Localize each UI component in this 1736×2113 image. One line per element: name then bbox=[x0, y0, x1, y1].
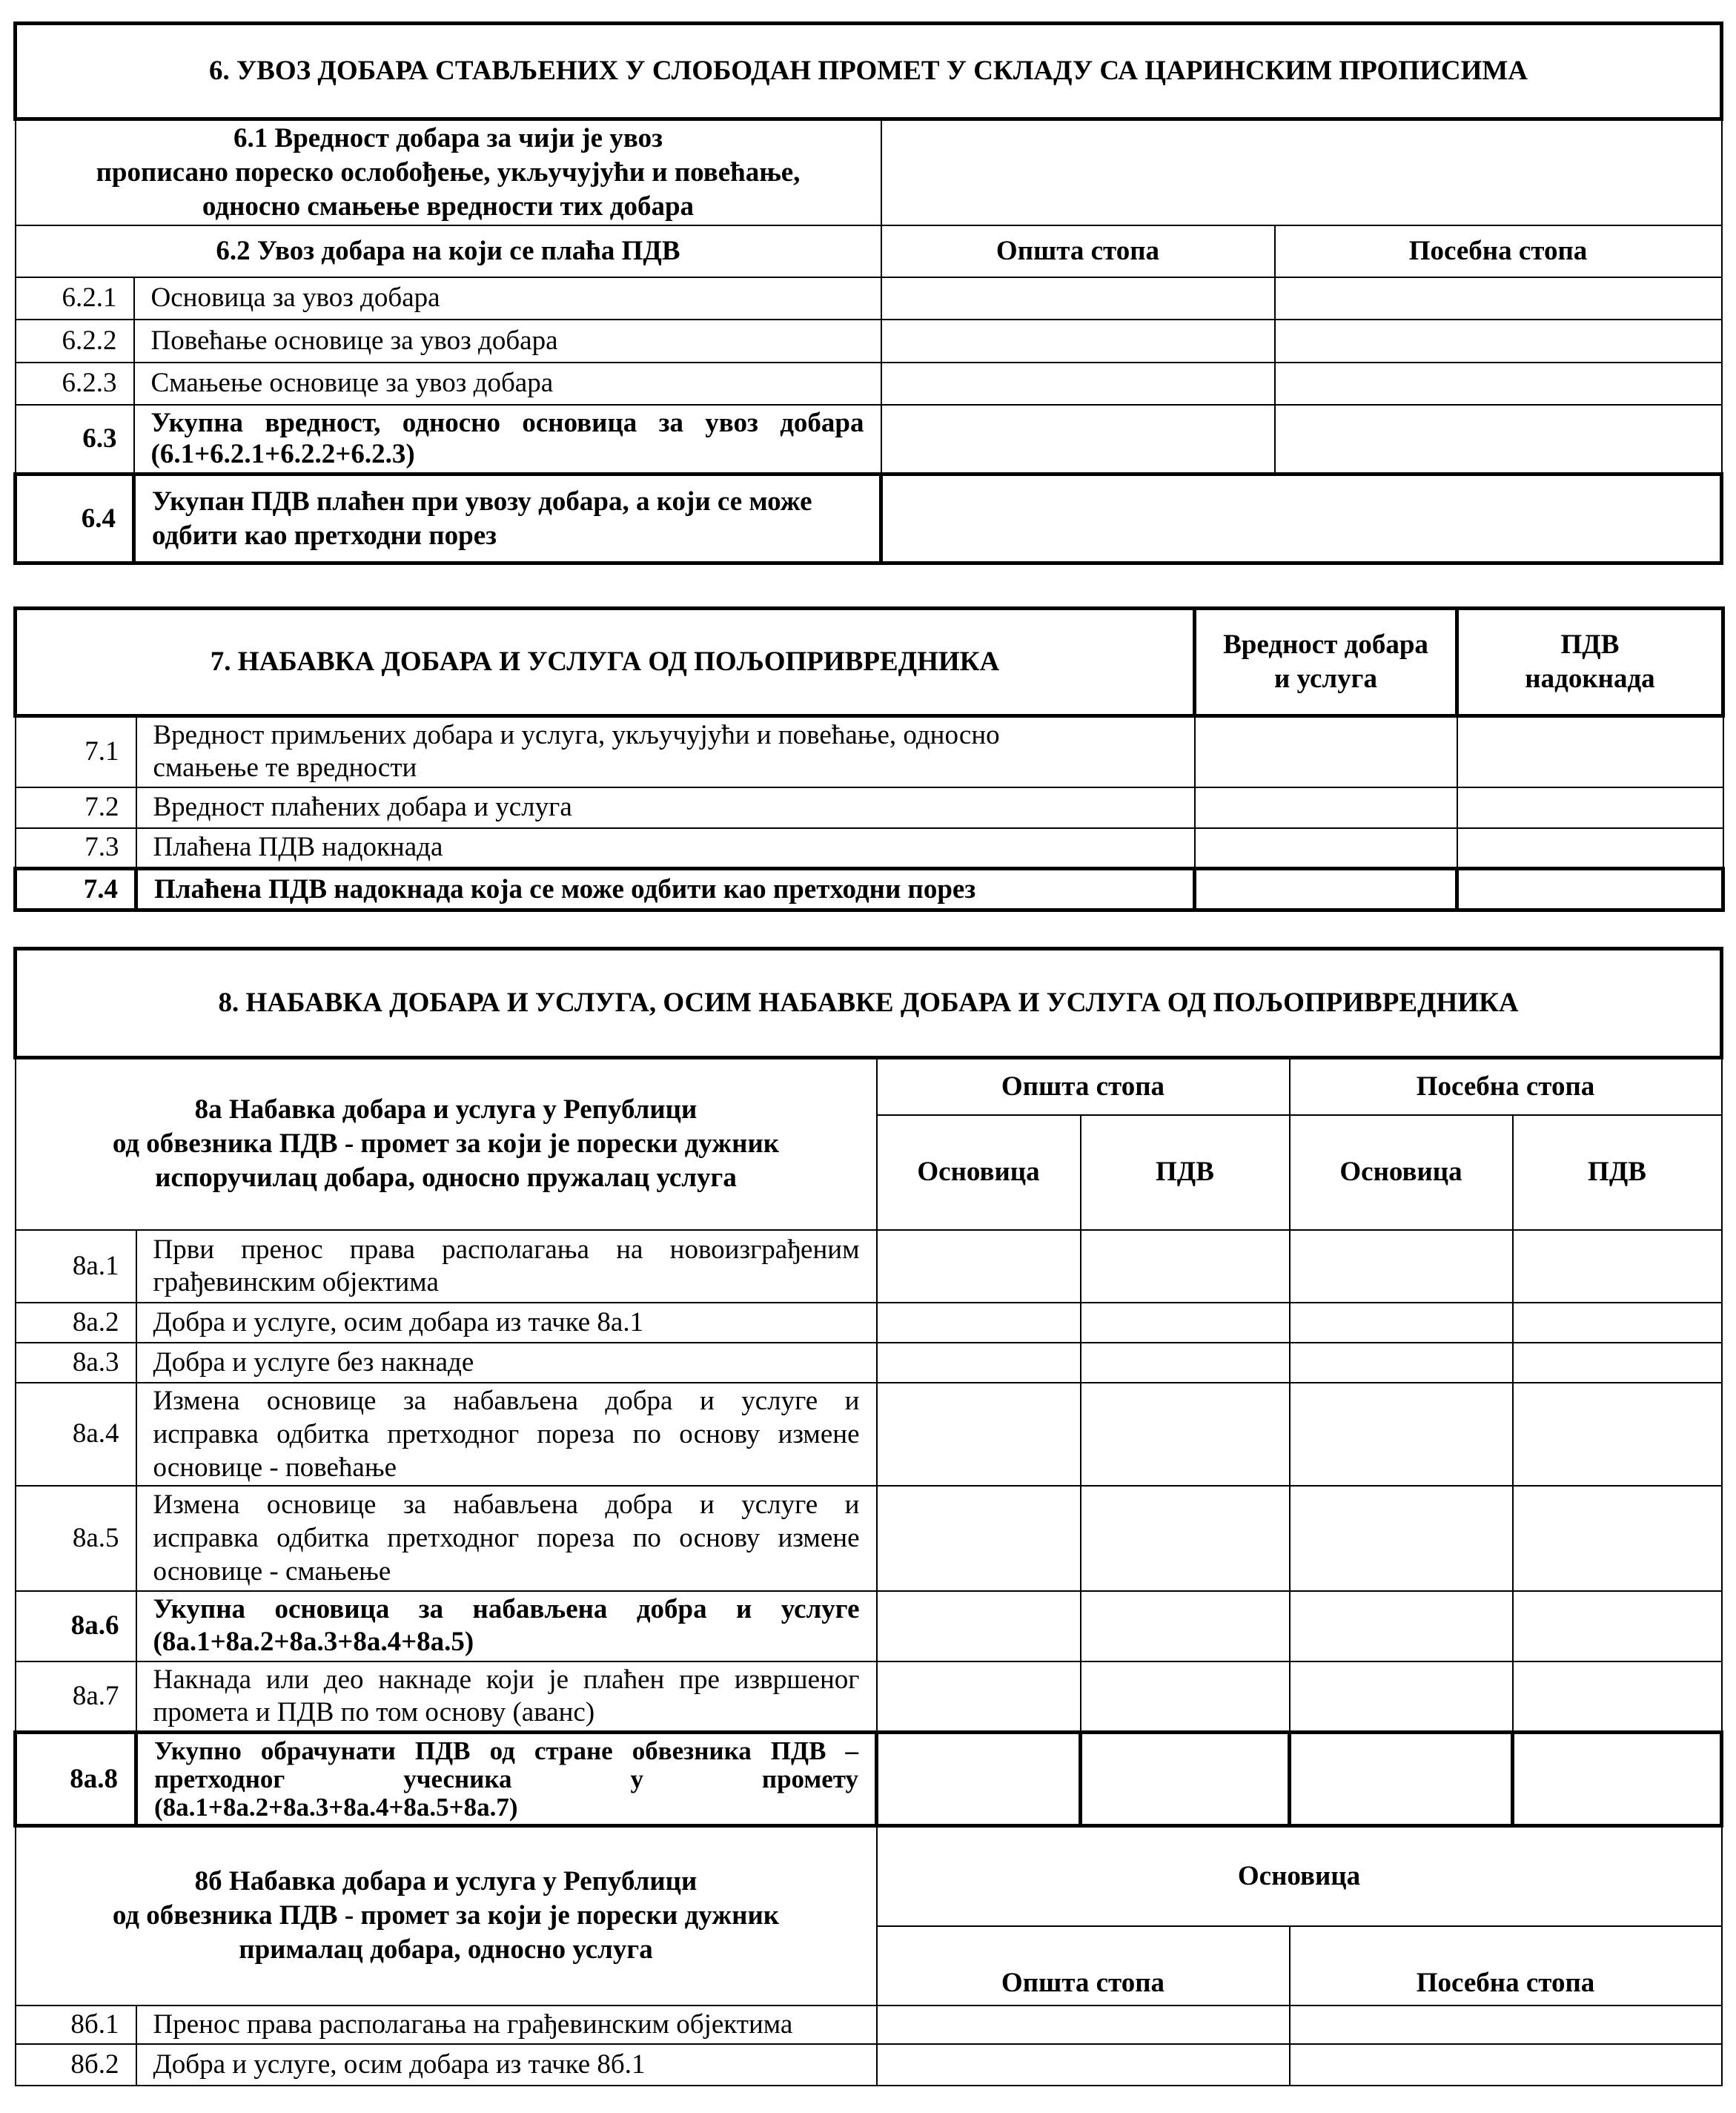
row-8a-1-line2: грађевинским објектима bbox=[153, 1266, 439, 1297]
row-7-1-line1: Вредност примљених добара и услуга, укључујући и повећање, односно bbox=[153, 720, 1000, 751]
row-8a-4-cell-4[interactable] bbox=[1513, 1383, 1722, 1486]
section-6-title: 6. УВОЗ ДОБАРА СТАВЉЕНИХ У СЛОБОДАН ПРОМЕТ У СКЛАДУ СА ЦАРИНСКИМ ПРОПИСИМА bbox=[16, 24, 1722, 119]
row-8a-2-cell-1[interactable] bbox=[877, 1303, 1081, 1343]
row-6-3-line2: (6.1+6.2.1+6.2.2+6.2.3) bbox=[150, 438, 415, 469]
col-value-line2: и услуга bbox=[1274, 664, 1377, 694]
row-8a-2-number: 8а.2 bbox=[16, 1303, 136, 1343]
row-8a-8-number: 8а.8 bbox=[16, 1733, 136, 1826]
row-8a-3-label: Добра и услуге без накнаде bbox=[136, 1343, 877, 1383]
row-8a-7-cell-4[interactable] bbox=[1513, 1661, 1722, 1733]
col-value-line1: Вредност добара bbox=[1223, 629, 1428, 660]
row-8a-2-label: Добра и услуге, осим добара из тачке 8а.1 bbox=[136, 1303, 877, 1343]
row-6-4-value-cell[interactable] bbox=[881, 474, 1722, 563]
row-6-2-3-general-cell[interactable] bbox=[881, 363, 1275, 405]
col-value-header bbox=[1195, 609, 1457, 716]
col-general-rate-header: Општа стопа bbox=[881, 225, 1275, 277]
row-6-3-general-cell[interactable] bbox=[881, 405, 1275, 474]
row-8a-5-cell-4[interactable] bbox=[1513, 1486, 1722, 1591]
col-8b-general-header: Општа стопа bbox=[877, 1926, 1290, 2005]
row-7-2-vat-cell[interactable] bbox=[1457, 787, 1723, 828]
row-8a-1-cell-1[interactable] bbox=[877, 1230, 1081, 1303]
row-7-1-number: 7.1 bbox=[16, 716, 136, 787]
row-8a-1-cell-4[interactable] bbox=[1513, 1230, 1722, 1303]
row-7-1-line2: смањење те вредности bbox=[153, 753, 417, 784]
row-8b-2-number: 8б.2 bbox=[16, 2044, 136, 2086]
row-6-3-label bbox=[134, 405, 881, 474]
row-8a-6-number: 8а.6 bbox=[16, 1591, 136, 1661]
row-8a-8-cell-1[interactable] bbox=[877, 1733, 1081, 1826]
row-7-4-number: 7.4 bbox=[16, 869, 136, 910]
row-7-4-label: Плаћена ПДВ надокнада која се може одбити као претходни порез bbox=[136, 869, 1195, 910]
row-6-3-special-cell[interactable] bbox=[1275, 405, 1722, 474]
row-6-3-number: 6.3 bbox=[16, 405, 134, 474]
row-8a-4-line1: Измена основице за набављена добра и услуге и bbox=[153, 1385, 860, 1416]
row-6-2-1-special-cell[interactable] bbox=[1275, 277, 1722, 320]
row-8b-1-number: 8б.1 bbox=[16, 2005, 136, 2044]
row-8a-7-number: 8а.7 bbox=[16, 1661, 136, 1733]
row-7-3-vat-cell[interactable] bbox=[1457, 828, 1723, 869]
row-8a-6-cell-4[interactable] bbox=[1513, 1591, 1722, 1661]
row-6-2-2-special-cell[interactable] bbox=[1275, 320, 1722, 363]
row-8a-3-cell-1[interactable] bbox=[877, 1343, 1081, 1383]
row-8a-8-cell-4[interactable] bbox=[1513, 1733, 1722, 1826]
section-8-title: 8. НАБАВКА ДОБАРА И УСЛУГА, ОСИМ НАБАВКЕ ДОБАРА И УСЛУГА ОД ПОЉОПРИВРЕДНИКА bbox=[16, 949, 1722, 1058]
row-8a-4-cell-1[interactable] bbox=[877, 1383, 1081, 1486]
row-6-1-label bbox=[16, 119, 881, 225]
section-6-table bbox=[13, 22, 1723, 565]
row-8a-1-line1: Први пренос права располагања на новоизграђеним bbox=[153, 1234, 860, 1265]
row-8a-5-line3: основице - смањење bbox=[153, 1556, 391, 1587]
row-8a-5-cell-3[interactable] bbox=[1290, 1486, 1513, 1591]
col-vat-line2: надокнада bbox=[1525, 664, 1655, 694]
row-6-2-label: 6.2 Увоз добара на који се плаћа ПДВ bbox=[16, 225, 881, 277]
row-8a-2-cell-3[interactable] bbox=[1290, 1303, 1513, 1343]
row-8a-8-line3: (8а.1+8а.2+8а.3+8а.4+8а.5+8а.7) bbox=[154, 1792, 518, 1822]
row-8a-5-number: 8а.5 bbox=[16, 1486, 136, 1591]
row-6-1-value-cell[interactable] bbox=[881, 119, 1722, 225]
row-8a-7-label bbox=[136, 1661, 877, 1733]
row-8a-6-line1: Укупна основица за набављена добра и услуге bbox=[153, 1594, 860, 1624]
row-8a-1-cell-2[interactable] bbox=[1081, 1230, 1290, 1303]
row-6-4-number: 6.4 bbox=[16, 474, 134, 563]
row-8a-7-line2: промета и ПДВ по том основу (аванс) bbox=[153, 1696, 595, 1727]
row-8a-1-label bbox=[136, 1230, 877, 1303]
row-8b-1-special-cell[interactable] bbox=[1290, 2005, 1722, 2044]
row-6-2-3-special-cell[interactable] bbox=[1275, 363, 1722, 405]
row-8a-8-line2: претходног учесника у промету bbox=[154, 1764, 858, 1793]
row-8a-6-label bbox=[136, 1591, 877, 1661]
row-6-2-2-number: 6.2.2 bbox=[16, 320, 134, 363]
row-6-4-line1: Укупан ПДВ плаћен при увозу добара, а који се може bbox=[152, 486, 812, 517]
row-8b-2-special-cell[interactable] bbox=[1290, 2044, 1722, 2086]
section-8b-line3: прималац добара, односно услуга bbox=[239, 1934, 653, 1965]
row-6-4-line2: одбити као претходни порез bbox=[152, 520, 497, 551]
row-6-1-line3: односно смањење вредности тих добара bbox=[202, 191, 695, 222]
row-8a-2-cell-4[interactable] bbox=[1513, 1303, 1722, 1343]
col-8b-base-header: Основица bbox=[877, 1826, 1722, 1926]
row-8a-7-line1: Накнада или део накнаде који је плаћен пре извршеног bbox=[153, 1664, 860, 1695]
row-8a-4-cell-2[interactable] bbox=[1081, 1383, 1290, 1486]
row-7-2-number: 7.2 bbox=[16, 787, 136, 828]
row-8a-5-label bbox=[136, 1486, 877, 1591]
row-8a-8-cell-2[interactable] bbox=[1081, 1733, 1290, 1826]
row-8a-8-label bbox=[136, 1733, 877, 1826]
row-7-3-value-cell[interactable] bbox=[1195, 828, 1457, 869]
col-8a-general-header: Општа стопа bbox=[877, 1058, 1290, 1115]
row-6-2-1-general-cell[interactable] bbox=[881, 277, 1275, 320]
row-8a-6-cell-1[interactable] bbox=[877, 1591, 1081, 1661]
row-8a-6-cell-3[interactable] bbox=[1290, 1591, 1513, 1661]
row-8a-4-line3: основице - повећање bbox=[153, 1452, 397, 1483]
row-8a-7-cell-3[interactable] bbox=[1290, 1661, 1513, 1733]
col-vat-header bbox=[1457, 609, 1723, 716]
col-8a-general-base: Основица bbox=[877, 1115, 1081, 1230]
row-6-2-1-number: 6.2.1 bbox=[16, 277, 134, 320]
row-8a-7-cell-2[interactable] bbox=[1081, 1661, 1290, 1733]
row-8a-5-line2: исправка одбитка претходног пореза по основу измене bbox=[153, 1523, 860, 1553]
row-6-2-3-label: Смањење основице за увоз добара bbox=[134, 363, 881, 405]
col-8b-special-header: Посебна стопа bbox=[1290, 1926, 1722, 2005]
section-8a-header bbox=[16, 1058, 877, 1230]
row-8a-8-line1: Укупно обрачунати ПДВ од стране обвезника ПДВ – bbox=[154, 1736, 858, 1765]
row-7-1-label bbox=[136, 716, 1195, 787]
row-7-1-vat-cell[interactable] bbox=[1457, 716, 1723, 787]
section-8a-line3: испоручилац добара, односно пружалац услуга bbox=[155, 1163, 737, 1194]
row-7-4-value-cell[interactable] bbox=[1195, 869, 1457, 910]
row-6-1-line2: прописано пореско ослобођење, укључујући и повећање, bbox=[96, 156, 801, 188]
row-6-4-label bbox=[134, 474, 881, 563]
row-6-2-1-label: Основица за увоз добара bbox=[134, 277, 881, 320]
row-7-3-label: Плаћена ПДВ надокнада bbox=[136, 828, 1195, 869]
row-8a-5-cell-2[interactable] bbox=[1081, 1486, 1290, 1591]
row-8a-6-line2: (8а.1+8а.2+8а.3+8а.4+8а.5) bbox=[153, 1627, 474, 1657]
col-vat-line1: ПДВ bbox=[1560, 629, 1620, 660]
col-8a-special-header: Посебна стопа bbox=[1290, 1058, 1722, 1115]
row-7-1-value-cell[interactable] bbox=[1195, 716, 1457, 787]
row-8a-4-number: 8а.4 bbox=[16, 1383, 136, 1486]
row-8a-4-line2: исправка одбитка претходног пореза по основу измене bbox=[153, 1418, 860, 1449]
row-8a-5-line1: Измена основице за набављена добра и услуге и bbox=[153, 1489, 860, 1520]
row-8b-1-general-cell[interactable] bbox=[877, 2005, 1290, 2044]
row-8a-6-cell-2[interactable] bbox=[1081, 1591, 1290, 1661]
section-8b-line1: 8б Набавка добара и услуга у Републици bbox=[194, 1866, 698, 1897]
col-8a-special-vat: ПДВ bbox=[1513, 1115, 1722, 1230]
col-8a-special-base: Основица bbox=[1290, 1115, 1513, 1230]
row-7-4-vat-cell[interactable] bbox=[1457, 869, 1723, 910]
row-8a-2-cell-2[interactable] bbox=[1081, 1303, 1290, 1343]
row-8a-3-cell-4[interactable] bbox=[1513, 1343, 1722, 1383]
row-8a-1-cell-3[interactable] bbox=[1290, 1230, 1513, 1303]
section-8b-header bbox=[16, 1826, 877, 2005]
row-6-1-line1: 6.1 Вредност добара за чији је увоз bbox=[233, 122, 663, 153]
row-8a-5-cell-1[interactable] bbox=[877, 1486, 1081, 1591]
row-7-2-label: Вредност плаћених добара и услуга bbox=[136, 787, 1195, 828]
row-6-2-2-general-cell[interactable] bbox=[881, 320, 1275, 363]
row-8a-3-cell-3[interactable] bbox=[1290, 1343, 1513, 1383]
section-8a-line1: 8а Набавка добара и услуга у Републици bbox=[194, 1094, 698, 1125]
section-8b-line2: од обвезника ПДВ - промет за који је порески дужник bbox=[112, 1900, 780, 1931]
row-8a-4-label bbox=[136, 1383, 877, 1486]
row-8a-1-number: 8а.1 bbox=[16, 1230, 136, 1303]
row-8a-4-cell-3[interactable] bbox=[1290, 1383, 1513, 1486]
row-8a-7-cell-1[interactable] bbox=[877, 1661, 1081, 1733]
col-special-rate-header: Посебна стопа bbox=[1275, 225, 1722, 277]
section-7-table bbox=[13, 606, 1725, 912]
row-8b-2-general-cell[interactable] bbox=[877, 2044, 1290, 2086]
section-7-title: 7. НАБАВКА ДОБАРА И УСЛУГА ОД ПОЉОПРИВРЕДНИКА bbox=[16, 609, 1195, 716]
row-6-3-line1: Укупна вредност, односно основица за увоз добара bbox=[150, 407, 864, 438]
section-8-table bbox=[13, 947, 1723, 2086]
row-8b-1-label: Пренос права располагања на грађевинским објектима bbox=[136, 2005, 877, 2044]
row-8a-3-cell-2[interactable] bbox=[1081, 1343, 1290, 1383]
col-8a-general-vat: ПДВ bbox=[1081, 1115, 1290, 1230]
section-8a-line2: од обвезника ПДВ - промет за који је порески дужник bbox=[112, 1128, 780, 1160]
row-6-2-2-label: Повећање основице за увоз добара bbox=[134, 320, 881, 363]
row-8b-2-label: Добра и услуге, осим добара из тачке 8б.1 bbox=[136, 2044, 877, 2086]
row-7-2-value-cell[interactable] bbox=[1195, 787, 1457, 828]
row-7-3-number: 7.3 bbox=[16, 828, 136, 869]
row-8a-3-number: 8а.3 bbox=[16, 1343, 136, 1383]
row-6-2-3-number: 6.2.3 bbox=[16, 363, 134, 405]
row-8a-8-cell-3[interactable] bbox=[1290, 1733, 1513, 1826]
